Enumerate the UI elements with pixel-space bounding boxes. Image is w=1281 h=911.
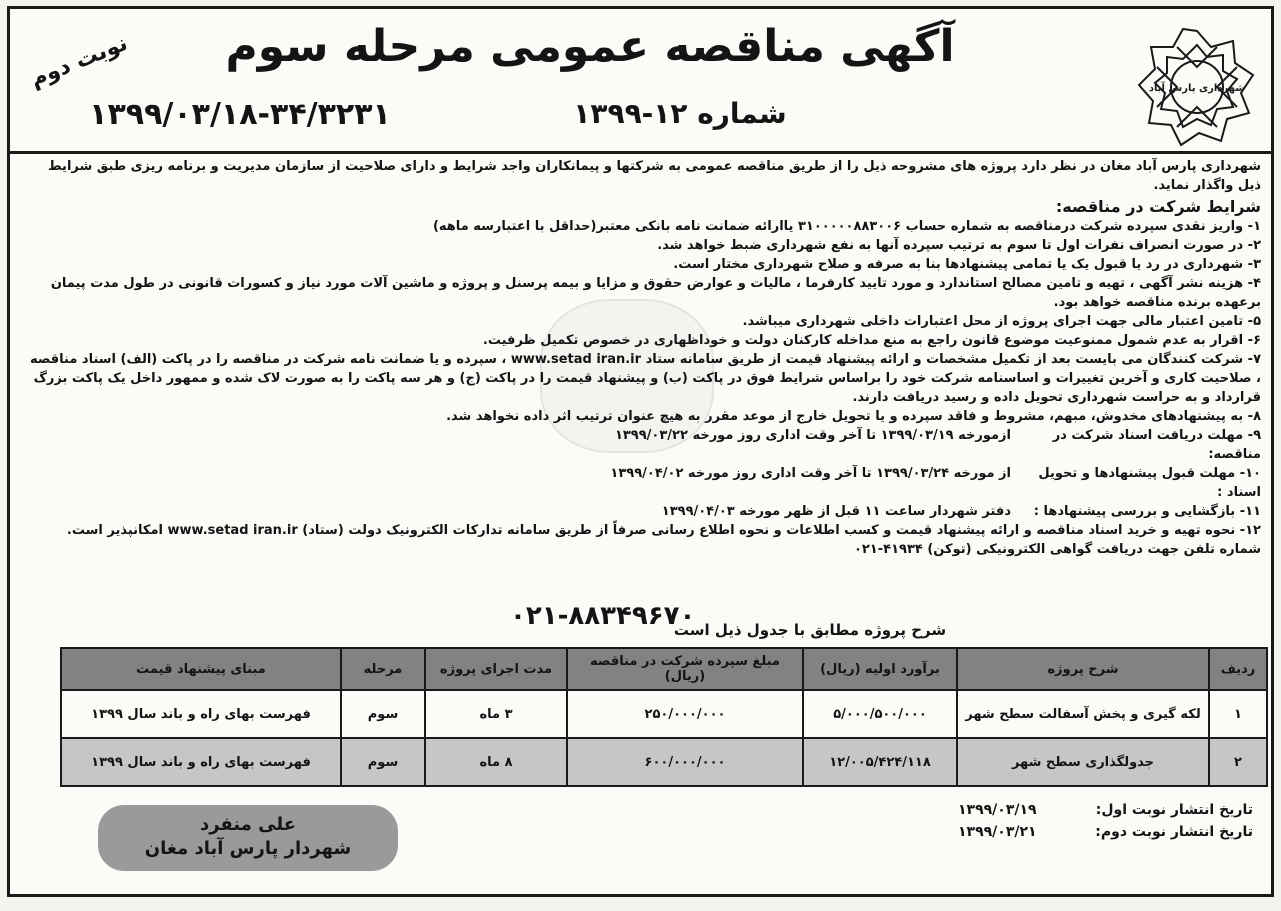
condition-item: ۴- هزینه نشر آگهی ، تهیه و تامین مصالح استاندارد و مورد تایید کارفرما ، مالیات و عوارض حقوق و مزایا و بیمه پرسنل و پروژه و ماشین آلات مورد نیاز و کسورات قانونی در طول مدت پیمان برعهده برنده مناقصه خواهد بود. (50, 276, 1261, 310)
tender-notice (7, 6, 1274, 897)
deadline-label: ۱۱- بازگشایی و بررسی پیشنهادها : (1033, 504, 1261, 519)
projects-table (60, 647, 1268, 787)
publish-dates (933, 799, 1253, 843)
signer-title: شهردار پارس آباد مغان (144, 838, 352, 859)
col-header: مبلغ سپرده شرکت در مناقصه (ریال) (567, 648, 803, 690)
conditions-heading: شرایط شرکت در مناقصه: (1055, 197, 1261, 216)
condition-item: ۱- واریز نقدی سپرده شرکت درمناقصه به شماره حساب ۳۱۰۰۰۰۰۸۸۳۰۰۶ یاارائه ضمانت نامه بانکی معتبر(حداقل با اعتبارسه ماهه) (432, 219, 1261, 234)
notice-code: ۱۳۹۹/۰۳/۱۸-۳۴/۳۲۳۱ (89, 97, 391, 132)
condition-item: ۶- اقرار به عدم شمول ممنوعیت موضوع قانون راجع به منع مداخله کارکنان دولت و خوداظهاری در خصوص تکمیل ظرفیت. (482, 333, 1261, 348)
header-divider (10, 151, 1271, 154)
condition-item: ۷- شرکت کنندگان می بایست بعد از تکمیل مشخصات و ارائه پیشنهاد قیمت از طریق سامانه ستاد www.setad iran.ir ، سپرده و یا ضمانت نامه شرکت در مناقصه را در پاکت (الف) اسناد مناقصه ، صلاحیت کاری و آخرین تغییرات و اساسنامه شرکت خود را براساس شرایط فوق در پاکت (ب) و پیشنهاد قیمت را در پاکت (ج) و هر سه پاکت را به صورت لاک شده و ممهور داخل یک پاکت بزرگ قرارداد و به حراست شهرداری تحویل داده و رسید دریافت دارند. (29, 352, 1261, 405)
notice-number: شماره ۱۲-۱۳۹۹ (573, 97, 787, 130)
table-cell: ۵/۰۰۰/۵۰۰/۰۰۰ (803, 690, 957, 738)
publish-date: ۱۳۹۹/۰۳/۱۹ (958, 802, 1037, 818)
municipality-logo-icon (1137, 27, 1257, 147)
notice-header (10, 9, 1271, 159)
table-header-row (61, 648, 1267, 690)
deadline-row (22, 426, 1261, 464)
table-cell: فهرست بهای راه و باند سال ۱۳۹۹ (61, 690, 341, 738)
publish-date-row (933, 821, 1253, 843)
table-cell: ۲۵۰/۰۰۰/۰۰۰ (567, 690, 803, 738)
signer-name: علی منفرد (199, 814, 296, 835)
intro-text: شهرداری پارس آباد مغان در نظر دارد پروژه های مشروحه ذیل را از طریق مناقصه عمومی به شرکتها و پیمانکاران واجد شرایط و دارای صلاحیت از سازمان مدیریت و برنامه ریزی طبق شرایط ذیل واگذار نماید. (48, 159, 1261, 193)
table-cell: فهرست بهای راه و باند سال ۱۳۹۹ (61, 738, 341, 786)
deadline-label: ۱۰- مهلت قبول پیشنهادها و تحویل اسناد : (1038, 466, 1261, 500)
notice-body (22, 157, 1261, 559)
turn-badge: نوبت دوم (26, 30, 132, 93)
condition-item: ۳- شهرداری در رد یا قبول یک یا تمامی پیشنهادها بنا به صرفه و صلاح شهرداری مختار است. (673, 257, 1261, 272)
col-header: مرحله (341, 648, 425, 690)
table-cell: ۲ (1209, 738, 1267, 786)
condition-item: ۵- تامین اعتبار مالی جهت اجرای پروژه از محل اعتبارات داخلی شهرداری میباشد. (742, 314, 1261, 329)
table-row (61, 738, 1267, 786)
deadline-row (22, 502, 1261, 521)
col-header: مدت اجرای پروژه (425, 648, 567, 690)
table-row (61, 690, 1267, 738)
table-cell: ۱۲/۰۰۵/۴۲۴/۱۱۸ (803, 738, 957, 786)
col-header: شرح پروژه (957, 648, 1209, 690)
publish-label: تاریخ انتشار نوبت اول: (1095, 802, 1253, 818)
table-cell: جدولگذاری سطح شهر (957, 738, 1209, 786)
publish-date: ۱۳۹۹/۰۳/۲۱ (958, 824, 1037, 840)
table-title: شرح پروژه مطابق با جدول ذیل است (673, 621, 947, 639)
table-cell: سوم (341, 690, 425, 738)
table-cell: سوم (341, 738, 425, 786)
deadline-label: ۹- مهلت دریافت اسناد شرکت در مناقصه: (1052, 428, 1261, 462)
page-title: آگهی مناقصه عمومی مرحله سوم (225, 21, 955, 72)
table-cell: ۸ ماه (425, 738, 567, 786)
table-cell: ۱ (1209, 690, 1267, 738)
publish-date-row (933, 799, 1253, 821)
phone-number: ۰۲۱-۸۸۳۴۹۶۷۰ (510, 601, 696, 631)
signature-box (98, 805, 398, 871)
condition-item: ۲- در صورت انصراف نفرات اول تا سوم به ترتیب سپرده آنها به نفع شهرداری ضبط خواهد شد. (657, 238, 1261, 253)
table-cell: ۳ ماه (425, 690, 567, 738)
deadline-value: از مورخه ۱۳۹۹/۰۳/۲۴ تا آخر وقت اداری روز مورخه ۱۳۹۹/۰۴/۰۲ (610, 466, 1011, 481)
col-header: مبنای پیشنهاد قیمت (61, 648, 341, 690)
col-header: برآورد اولیه (ریال) (803, 648, 957, 690)
deadline-value: دفتر شهردار ساعت ۱۱ قبل از ظهر مورخه ۱۳۹۹/۰۴/۰۳ (661, 504, 1011, 519)
publish-label: تاریخ انتشار نوبت دوم: (1095, 824, 1253, 840)
table-cell: لکه گیری و پخش آسفالت سطح شهر (957, 690, 1209, 738)
condition-item-12: ۱۲- نحوه تهیه و خرید اسناد مناقصه و ارائه پیشنهاد قیمت و کسب اطلاعات و نحوه اطلاع رسانی صرفاً از طریق سامانه تدارکات الکترونیک دولت (ستاد) www.setad iran.ir امکانپذیر است. شماره تلفن جهت دریافت گواهی الکترونیکی (توکن) ۴۱۹۳۴-۰۲۱ (66, 523, 1261, 557)
table-cell: ۶۰۰/۰۰۰/۰۰۰ (567, 738, 803, 786)
logo-text: شهرداری پارس آباد (1148, 83, 1246, 94)
col-header: ردیف (1209, 648, 1267, 690)
deadline-value: ازمورخه ۱۳۹۹/۰۳/۱۹ تا آخر وقت اداری روز مورخه ۱۳۹۹/۰۳/۲۲ (614, 428, 1011, 443)
condition-item: ۸- به پیشنهادهای مخدوش، مبهم، مشروط و فاقد سپرده و یا تحویل خارج از موعد مقرر به هیچ عنوان ترتیب اثر داده نخواهد شد. (446, 409, 1261, 424)
deadline-row (22, 464, 1261, 502)
